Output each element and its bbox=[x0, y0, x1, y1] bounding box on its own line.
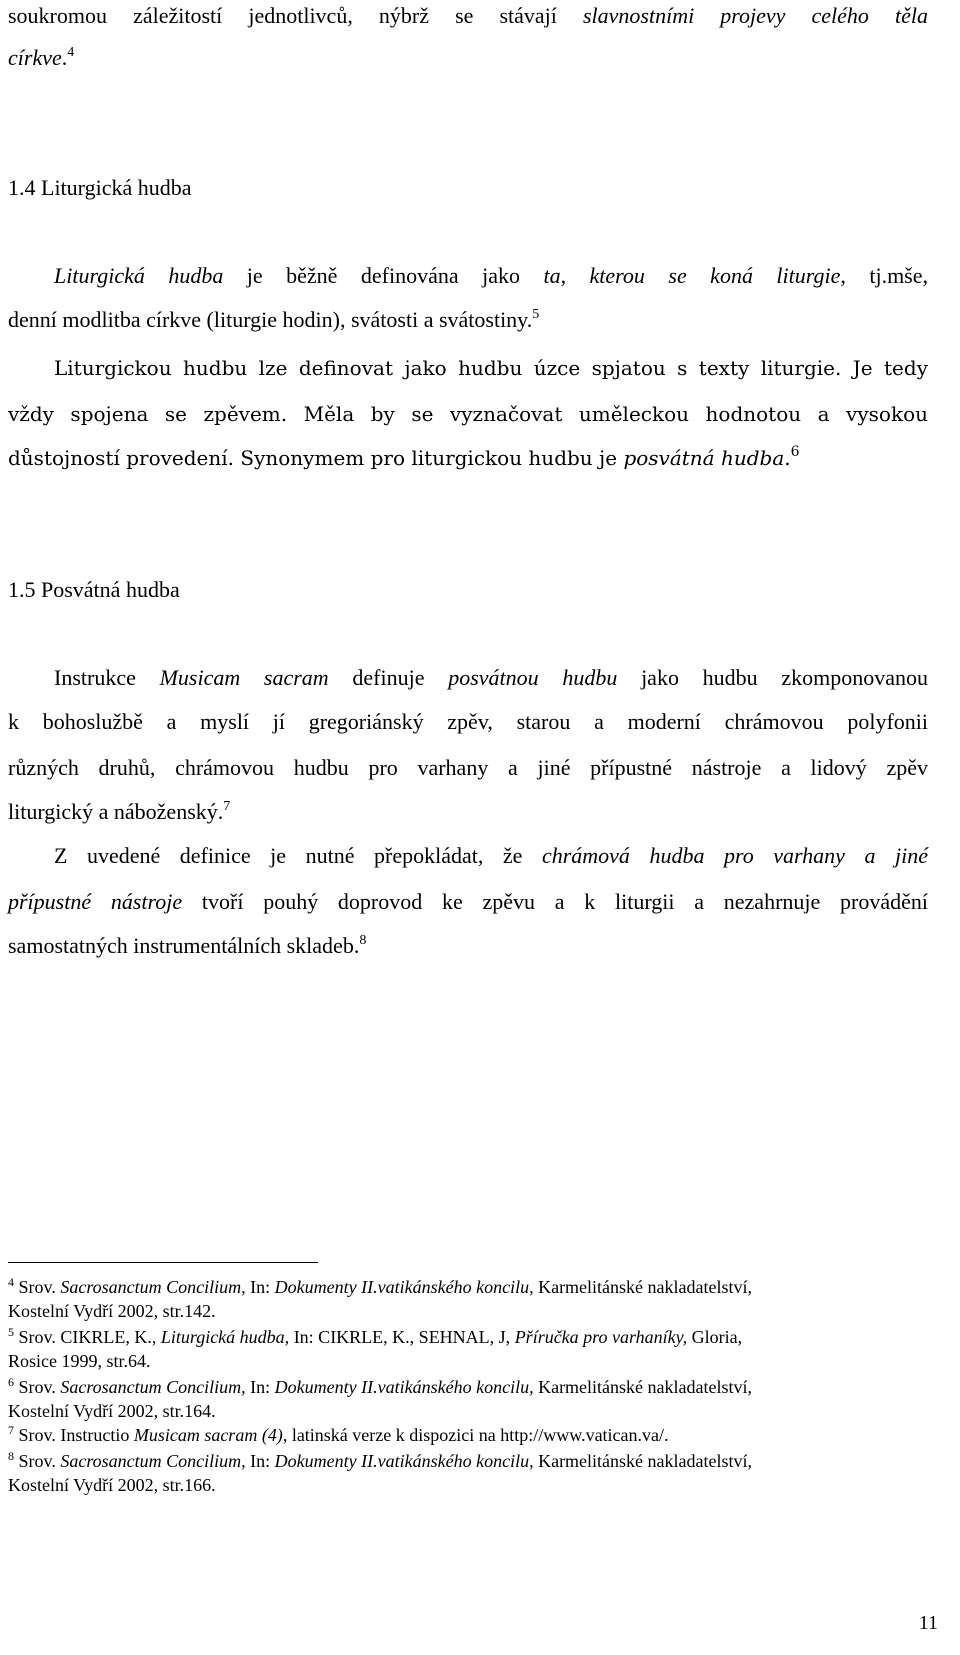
footnote-4: $^4$ Srov. Sacrosanctum Concilium, In: Dokumenty II.vatikánského koncilu, Karmelitánské nakladatelství, bbox=[8, 1275, 753, 1297]
footnote-separator bbox=[8, 1262, 318, 1263]
footnote-8: $^8$ Srov. Sacrosanctum Concilium, In: Dokumenty II.vatikánského koncilu, Karmelitánské nakladatelství, bbox=[8, 1449, 753, 1471]
body-line: samostatných instrumentálních skladeb.$^8$ bbox=[8, 933, 367, 958]
body-line: vždy spojena se zpěvem. Měla by se vyznačovat uměleckou hodnotou a vysokou bbox=[8, 402, 928, 426]
footnote-6-line2: Kostelní Vydří 2002, str.164. bbox=[8, 1401, 216, 1421]
footnote-5-line2: Rosice 1999, str.64. bbox=[8, 1351, 151, 1371]
footnote-5: $^5$ Srov. CIKRLE, K., Liturgická hudba, In: CIKRLE, K., SEHNAL, J, Příručka pro varhaníky, Gloria, bbox=[8, 1325, 743, 1347]
body-line: přípustné nástroje tvoří pouhý doprovod ke zpěvu a k liturgii a nezahrnuje provádění bbox=[8, 889, 928, 914]
body-line: důstojností provedení. Synonymem pro liturgickou hudbu je posvátná hudba.$^6$ bbox=[8, 444, 800, 470]
body-line: k bohoslužbě a myslí jí gregoriánský zpěv, starou a moderní chrámovou polyfonii bbox=[8, 709, 928, 734]
footnote-7: $^7$ Srov. Instructio Musicam sacram (4), latinská verze k dispozici na http://www.vatican.va/. bbox=[8, 1423, 669, 1445]
page-number: 11 bbox=[918, 1612, 938, 1634]
body-line: liturgický a náboženský.$^7$ bbox=[8, 799, 231, 824]
footnote-4-line2: Kostelní Vydří 2002, str.142. bbox=[8, 1301, 216, 1321]
section-heading: 1.4 Liturgická hudba bbox=[8, 175, 192, 200]
body-line: soukromou záležitostí jednotlivců, nýbrž se stávají slavnostními projevy celého těla bbox=[8, 3, 928, 28]
body-line: různých druhů, chrámovou hudbu pro varhany a jiné přípustné nástroje a lidový zpěv bbox=[8, 755, 928, 780]
footnote-8-line2: Kostelní Vydří 2002, str.166. bbox=[8, 1475, 216, 1495]
body-line: denní modlitba církve (liturgie hodin), svátosti a svátostiny.$^5$ bbox=[8, 307, 540, 332]
body-line: Liturgická hudba je běžně definována jako ta, kterou se koná liturgie, tj.mše, bbox=[54, 263, 929, 288]
body-line: Liturgickou hudbu lze definovat jako hudbu úzce spjatou s texty liturgie. Je tedy bbox=[54, 356, 928, 380]
section-heading: 1.5 Posvátná hudba bbox=[8, 577, 180, 602]
body-line: Instrukce Musicam sacram definuje posvátnou hudbu jako hudbu zkomponovanou bbox=[54, 665, 928, 690]
footnote-6: $^6$ Srov. Sacrosanctum Concilium, In: Dokumenty II.vatikánského koncilu, Karmelitánské nakladatelství, bbox=[8, 1375, 753, 1397]
body-line: církve.$^4$ bbox=[8, 45, 75, 70]
body-line: Z uvedené definice je nutné přepokládat, že chrámová hudba pro varhany a jiné bbox=[54, 843, 928, 868]
